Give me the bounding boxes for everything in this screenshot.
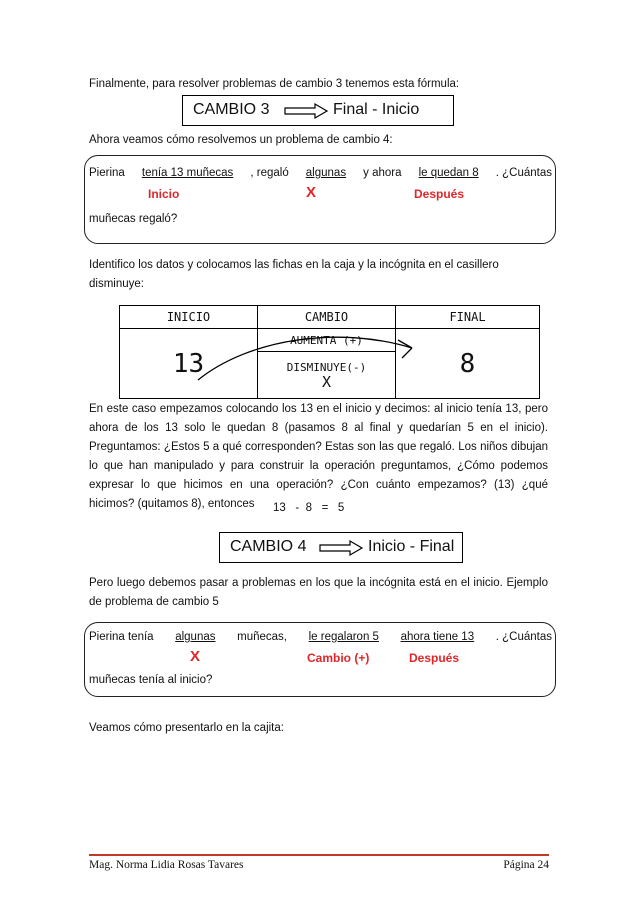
present-box-text: Veamos cómo presentarlo en la cajita: — [89, 722, 284, 734]
explanation-text: En este caso empezamos colocando los 13 en el inicio y decimos: al inicio tenía 13, pero ahora de los 13 solo le quedan 8 (pasamos 8 al final y quedarían 5 en el inicio). Preguntamos: ¿Estos 5 a qué corresponden? Estas son las que regaló. Los niños dibujan lo que han manipulado y para construir la operación preguntamos, ¿Cómo podemos expresar lo que hicimos en una operación? ¿Con cuánto empezamos? (13) ¿qué hicimos? (quitamos 8), entonces — [89, 403, 548, 510]
inicio-value: 13 — [120, 329, 258, 399]
disminuye-x: X — [321, 373, 332, 391]
problem-data-cambio: le regalaron 5 — [308, 631, 379, 643]
disminuye-label: DISMINUYE(-) — [286, 361, 367, 374]
curved-arrow-icon — [190, 328, 430, 391]
label-x: X — [306, 184, 317, 201]
footer-author: Mag. Norma Lidia Rosas Tavares — [89, 859, 244, 871]
final-value: 8 — [396, 329, 540, 399]
header-final: FINAL — [396, 306, 540, 329]
formula-left: CAMBIO 4 — [230, 538, 307, 555]
label-cambio: Cambio (+) — [307, 651, 370, 665]
formula-right: Inicio - Final — [368, 538, 455, 555]
formula-left: CAMBIO 3 — [193, 101, 270, 118]
problem-2-line-1 — [89, 628, 552, 647]
problem-1-line-1 — [89, 164, 552, 183]
label-x: X — [190, 648, 201, 665]
label-inicio: Inicio — [148, 187, 180, 201]
problem-2-line-2: muñecas tenía al inicio? — [89, 674, 213, 686]
formula-box-cambio-4 — [219, 532, 463, 563]
operation: 13 - 8 = 5 — [273, 502, 345, 514]
problem-word: . ¿Cuántas — [495, 631, 552, 643]
footer — [89, 854, 549, 871]
problem-word: muñecas, — [237, 631, 287, 643]
intro-cambio-5: Pero luego debemos pasar a problemas en los que la incógnita está en el inicio. Ejemplo de problema de cambio 5 — [89, 577, 548, 608]
problem-word: , regaló — [250, 167, 289, 179]
identify-data-text: Identifico los datos y colocamos las fichas en la caja y la incógnita en el casillero disminuye: — [89, 259, 499, 290]
problem-word: y ahora — [363, 167, 402, 179]
label-despues: Después — [414, 187, 465, 201]
problem-word: Pierina tenía — [89, 631, 154, 643]
problem-word: Pierina — [89, 167, 125, 179]
label-despues: Después — [409, 651, 460, 665]
problem-data-final: le quedan 8 — [418, 167, 479, 179]
formula-right: Final - Inicio — [333, 101, 420, 118]
problem-word: . ¿Cuántas — [495, 167, 552, 179]
problem-data-final: ahora tiene 13 — [400, 631, 475, 643]
formula-box-cambio-3 — [182, 95, 454, 126]
intro-cambio-4: Ahora veamos cómo resolvemos un problema de cambio 4: — [89, 134, 393, 146]
arrow-right-icon — [318, 539, 366, 557]
header-cambio: CAMBIO — [258, 306, 396, 329]
aumenta-cell: AUMENTA (+) — [258, 329, 396, 352]
arrow-right-icon — [283, 102, 331, 120]
problem-data-inicio: tenía 13 muñecas — [141, 167, 234, 179]
problem-1-line-2: muñecas regaló? — [89, 213, 178, 225]
problem-data-unknown: algunas — [305, 167, 347, 179]
header-inicio: INICIO — [120, 306, 258, 329]
intro-cambio-3: Finalmente, para resolver problemas de cambio 3 tenemos esta fórmula: — [89, 78, 460, 90]
footer-page: Página 24 — [503, 859, 549, 871]
problem-data-unknown: algunas — [175, 631, 216, 643]
